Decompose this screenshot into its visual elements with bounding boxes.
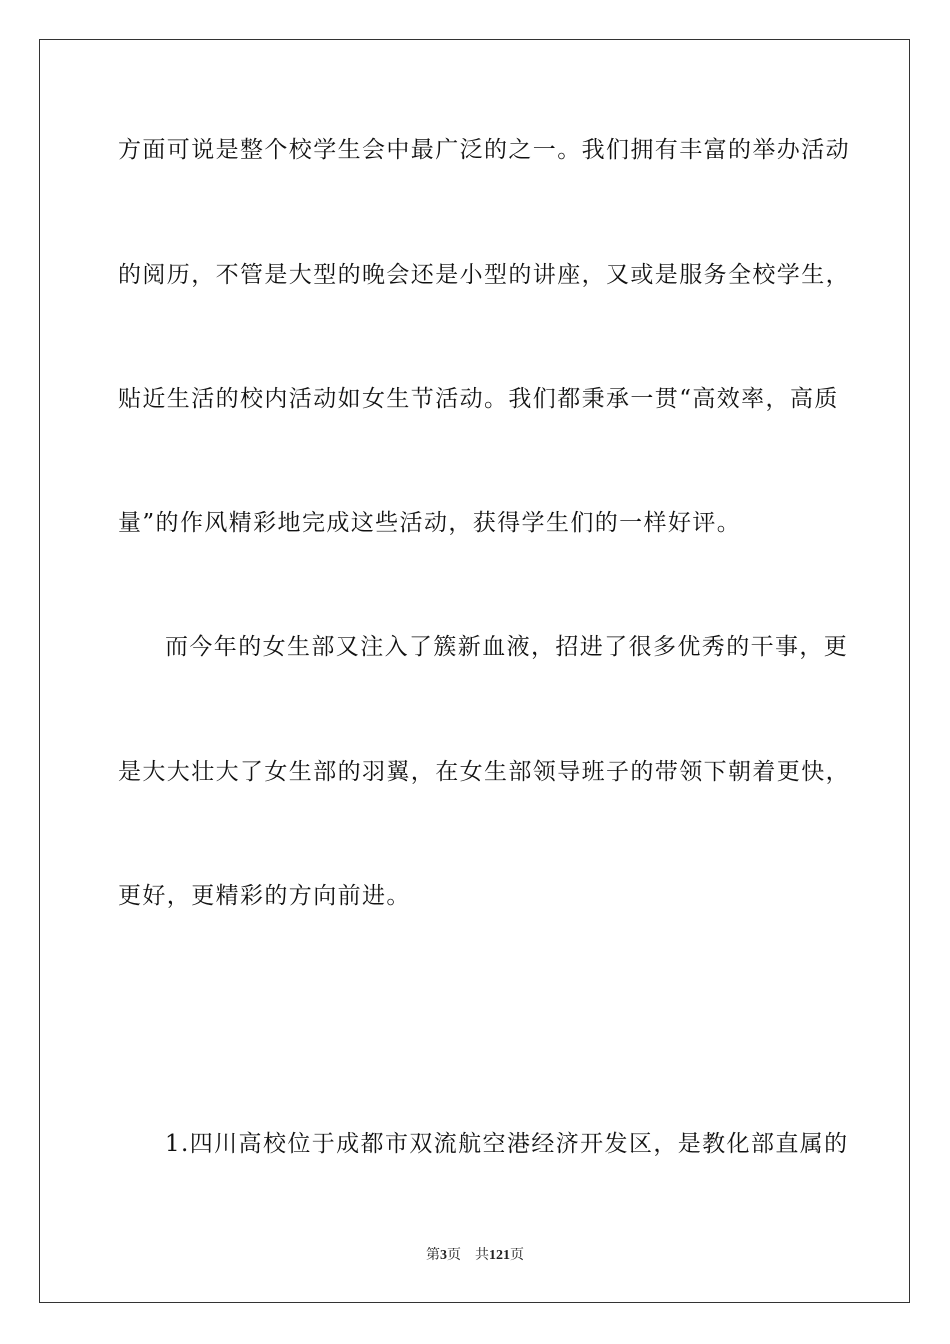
- page-border: [39, 39, 910, 1303]
- body-text-line-2: 的阅历，不管是大型的晚会还是小型的讲座，又或是服务全校学生，: [118, 262, 850, 288]
- body-text-line-6: 是大大壮大了女生部的羽翼，在女生部领导班子的带领下朝着更快，: [118, 759, 850, 785]
- body-text-line-1: 方面可说是整个校学生会中最广泛的之一。我们拥有丰富的举办活动: [118, 137, 850, 163]
- footer-page-suffix: 页: [447, 1248, 461, 1263]
- page-footer: [0, 1247, 950, 1265]
- body-text-line-7: 更好，更精彩的方向前进。: [118, 883, 411, 909]
- footer-total-prefix: 共: [475, 1248, 489, 1263]
- body-text-line-4: 量”的作风精彩地完成这些活动，获得学生们的一样好评。: [118, 510, 742, 536]
- footer-page-prefix: 第: [426, 1248, 440, 1263]
- footer-page-number: 3: [440, 1248, 447, 1263]
- body-text-line-8: 1.四川高校位于成都市双流航空港经济开发区，是教化部直属的: [165, 1131, 849, 1157]
- footer-total-pages: 121: [489, 1248, 510, 1263]
- footer-total-suffix: 页: [510, 1248, 524, 1263]
- body-text-line-3: 贴近生活的校内活动如女生节活动。我们都秉承一贯“高效率，高质: [118, 386, 839, 412]
- body-text-line-5: 而今年的女生部又注入了簇新血液，招进了很多优秀的干事，更: [165, 634, 849, 660]
